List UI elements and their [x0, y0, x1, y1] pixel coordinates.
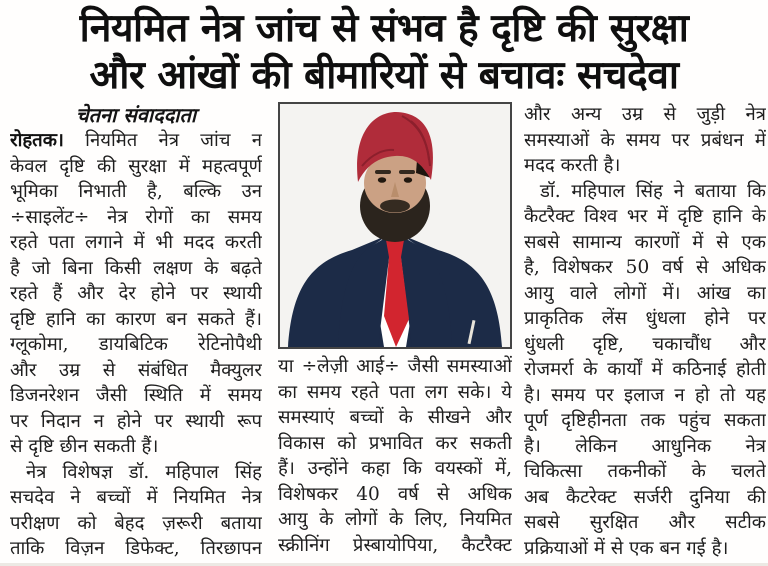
article-line: है। समय पर इलाज न हो तो यह [524, 384, 766, 406]
article-line: रोजमर्रा के कार्यों में कठिनाई होती [524, 359, 766, 380]
article-line: या ÷लेज़ी आई÷ जैसी समस्याओं [278, 356, 512, 377]
mustache-shape [380, 200, 410, 213]
article-line: सबसे सुरक्षित और सटीक [524, 512, 766, 533]
column-left [10, 102, 262, 562]
article-line: पूर्ण दृष्टिहीनता तक पहुंच सकता [524, 410, 766, 431]
article-line: रहते हैं और देर होने पर स्थायी [10, 283, 262, 304]
brow-left [375, 170, 391, 174]
portrait-illustration [280, 104, 510, 347]
article-line: ÷साइलेंट÷ नेत्र रोगों का समय [10, 206, 262, 228]
article-line: दृष्टि हानि का कारण बन सकते हैं। [10, 308, 262, 330]
article-line: है जो बिना किसी लक्षण के बढ़ते [10, 257, 262, 279]
article-line: आयु वाले लोगों में। आंख का [524, 282, 766, 304]
headline-line-2: और आंखों की बीमारियों से बचावः सचदेवा [89, 52, 679, 98]
article-line: विशेषकर 40 वर्ष से अधिक [278, 483, 512, 505]
article-line: और अन्य उम्र से जुड़ी नेत्र [524, 104, 766, 125]
article-line: चिकित्सा तकनीकों के चलते [524, 461, 766, 482]
tie-knot-shape [386, 240, 404, 257]
article-line: भूमिका निभाती है, बल्कि उन [10, 181, 262, 202]
article-line: सबसे सामान्य कारणों में से एक [524, 231, 766, 253]
column-middle [278, 102, 512, 562]
brow-right [399, 170, 415, 174]
article-line: रोहतक। नियमित नेत्र जांच न [10, 130, 262, 151]
portrait-photo [278, 102, 512, 349]
article-line: है, विशेषकर 50 वर्ष से अधिक [524, 257, 766, 278]
article-line: समस्याओं के समय पर प्रबंधन में [524, 129, 766, 151]
article-line: ताकि विज़न डिफेक्ट, तिरछापन [10, 538, 262, 559]
article-line: केवल दृष्टि की सुरक्षा में महत्वपूर्ण [10, 155, 262, 177]
article-line: आयु के लोगों के लिए, नियमित [278, 509, 512, 530]
article-line: से दृष्टि छीन सकती हैं। [10, 436, 159, 457]
article-body [0, 102, 768, 562]
column-middle-text [278, 354, 512, 558]
article-line: मदद करती है। [524, 155, 621, 176]
article-line: नेत्र विशेषज्ञ डॉ. महिपाल सिंह [26, 461, 262, 483]
byline: चेतना संवाददाता [75, 103, 197, 127]
article-line: विकास को प्रभावित कर सकती [278, 432, 512, 454]
eye-right [404, 177, 412, 183]
article-line: कैटरैक्ट विश्व भर में दृष्टि हानि के [524, 206, 766, 227]
article-line: समस्याएं बच्चों के सीखने और [278, 407, 512, 428]
headline-line-1: नियमित नेत्र जांच से संभव है दृष्टि की सुरक्षा [79, 5, 689, 51]
article-line: डिजनरेशन जैसी स्थिति में समय [10, 385, 262, 406]
article-line: हैं। उन्होंने कहा कि वयस्कों में, [278, 458, 512, 479]
article-line: परीक्षण को बेहद ज़रूरी बताया [10, 512, 262, 534]
article-line: अब कैटरेक्ट सर्जरी दुनिया की [524, 486, 766, 508]
article-line: है। लेकिन आधुनिक नेत्र [524, 435, 766, 457]
article-line: धुंधली दृष्टि, चकाचौंध और [524, 333, 766, 355]
headline [0, 0, 768, 99]
article-line: और उम्र से संबंधित मैक्युलर [10, 359, 262, 381]
article-line: प्राकृतिक लेंस धुंधला होने पर [524, 308, 766, 329]
column-right-text [524, 102, 766, 561]
eye-left [378, 177, 386, 183]
article-line: रहते पता लगाने में भी मदद करती [10, 232, 262, 253]
article-line: सचदेव ने बच्चों में नियमित नेत्र [10, 487, 262, 508]
article-line: डॉ. महिपाल सिंह ने बताया कि [540, 180, 766, 202]
article-line: प्रक्रियाओं में से एक बन गई है। [524, 537, 729, 559]
article-line: ग्लूकोमा, डायबिटिक रेटिनोपैथी [10, 334, 262, 355]
article-line: पर निदान न होने पर स्थायी रूप [10, 410, 262, 432]
article-line: का समय रहते पता लग सके। ये [278, 381, 512, 403]
column-right [524, 102, 766, 562]
article-line: स्क्रीनिंग प्रेस्बायोपिया, कैटरैक्ट [278, 534, 512, 556]
column-left-text [10, 128, 262, 562]
